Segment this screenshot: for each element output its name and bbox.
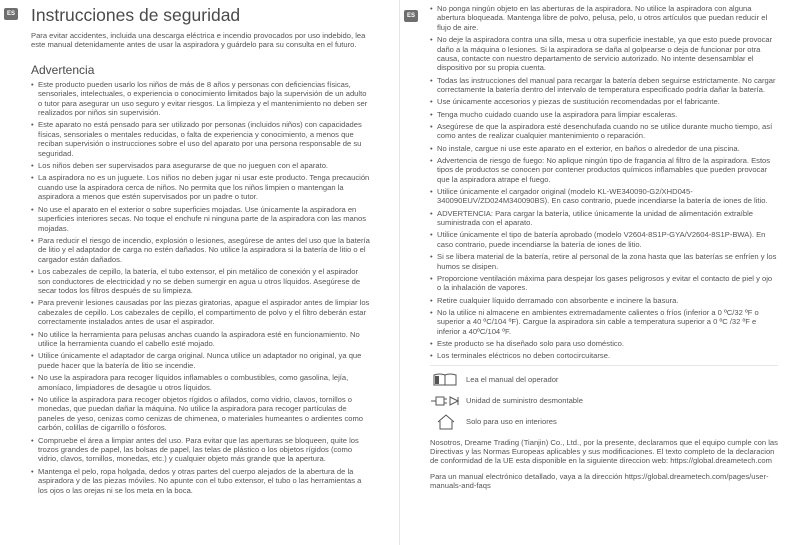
- left-page: [31, 0, 371, 498]
- symbol-row: [430, 414, 778, 430]
- warning-item: • Este producto se ha diseñado solo para uso doméstico.: [430, 339, 778, 348]
- warning-item: • Para prevenir lesiones causadas por las piezas giratorias, apague el aspirador antes de limpiar los cabezales de cepillo. Los cabezales de cepillo, el compartimento de polvo y el filtro deberán estar correctamente instalados antes de usar el aspirador.: [31, 298, 371, 326]
- warning-item: • Los terminales eléctricos no deben cortocircuitarse.: [430, 351, 778, 360]
- warning-item: • No utilice la aspiradora para recoger objetos rígidos o afilados, como vidrio, clavos, tornillos o monedas, que puedan dañar la máquina. No utilice la aspiradora para recoger partículas de paneles de yeso, cenizas como cenizas de chimenea, o materiales humeantes o ardientes como carbón, colillas de cigarrillo o fósforos.: [31, 395, 371, 433]
- detachable-power-supply-icon: [430, 393, 462, 409]
- warning-item: • Si se libera material de la batería, retire al personal de la zona hasta que las baterías se enfríen y los humos se disipen.: [430, 252, 778, 271]
- warning-item: • No ponga ningún objeto en las aberturas de la aspiradora. No utilice la aspiradora con alguna abertura bloqueada. Mantenga libre de polvo, pelusa, pelo, u otros artículos que puedan reducir el flujo de aire.: [430, 4, 778, 32]
- manual-link-note: Para un manual electrónico detallado, vaya a la dirección https://global.dreametech.com/pages/user-manuals-and-faqs: [430, 471, 769, 491]
- warning-item: • Tenga mucho cuidado cuando use la aspiradora para limpiar escaleras.: [430, 110, 778, 119]
- warning-item: • Proporcione ventilación máxima para despejar los gases peligrosos y evitar el contacto de piel y ojo o la inhalación de vapores.: [430, 274, 778, 293]
- symbol-label: Lea el manual del operador: [466, 375, 559, 385]
- warning-item: • Utilice únicamente el cargador original (modelo KL-WE340090-G2/XHD045-340090EUV/ZD024M340090BS). En caso contrario, puede incendiarse la batería de iones de litio.: [430, 187, 778, 206]
- symbols-legend: [430, 372, 778, 430]
- warning-item: • No use la aspiradora para recoger líquidos inflamables o combustibles, como gasolina, lejía, amoníaco, limpiadores de desagüe u otros líquidos.: [31, 373, 371, 392]
- language-badge-right: ES: [404, 10, 418, 22]
- right-page: [430, 4, 778, 491]
- page-divider: [399, 0, 400, 545]
- warning-item: • Compruebe el área a limpiar antes del uso. Para evitar que las aperturas se bloqueen, quite los trozos grandes de papel, las bolsas de papel, las telas de plástico o los objetos rígidos (como vidrio, clavos, tornillos, monedas, etc.) y cualquier objeto más grande que la apertura.: [31, 436, 371, 464]
- warning-item: • Los cabezales de cepillo, la batería, el tubo extensor, el pin metálico de conexión y el aspirador son conductores de electricidad y no se deben sumergir en agua u otros líquidos. Asegúrese de secar todos los filtros después de su limpieza.: [31, 267, 371, 295]
- warning-item: • Advertencia de riesgo de fuego: No aplique ningún tipo de fragancia al filtro de la aspiradora. Estos tipos de productos se conocen por contener productos químicos inflamables que pueden provocar que la aspiradora atrape el fuego.: [430, 156, 778, 184]
- symbol-row: [430, 372, 778, 388]
- section-separator: [430, 365, 778, 366]
- warning-item: • La aspiradora no es un juguete. Los niños no deben jugar ni usar este producto. Tenga precaución cuando use la aspiradora cerca de niños. No permita que los niños limpien o mantengan la aspiradora a menos que estén supervisados por un padre o tutor.: [31, 173, 371, 201]
- intro-paragraph: Para evitar accidentes, incluida una descarga eléctrica e incendio provocados por uso indebido, lea este manual detenidamente antes de usar la aspiradora y guárdelo para su consulta en el futuro.: [31, 31, 366, 50]
- conformity-declaration: Nosotros, Dreame Trading (Tianjin) Co., Ltd., por la presente, declaramos que el equipo cumple con las Directivas y las Normas Europeas aplicables y sus modificaciones. El texto completo de la declaracion de conformidad de la UE esta disponible en la siguiente direccion web: https://global.dreametech.com: [430, 437, 778, 466]
- warning-item: • ADVERTENCIA: Para cargar la batería, utilice únicamente la unidad de alimentación extraíble suministrada con el aparato.: [430, 209, 778, 228]
- warning-item: • Retire cualquier líquido derramado con absorbente e incinere la basura.: [430, 296, 778, 305]
- symbol-label: Unidad de suministro desmontable: [466, 396, 583, 406]
- warning-item: • No la utilice ni almacene en ambientes extremadamente calientes o fríos (inferior a 0 ºC/32 ºF o superior a 40 ºC/104 ºF). Cargue la aspiradora sin cable a temperatura superior a 0 ºC /32 ºF e inferior a 40ºC/104 ºF.: [430, 308, 778, 336]
- warning-item: • No use el aparato en el exterior o sobre superficies mojadas. Use únicamente la aspiradora en superficies interiores secas. No toque el enchufe ni ninguna parte de la aspiradora con las manos mojadas.: [31, 205, 371, 233]
- symbol-label: Solo para uso en interiores: [466, 417, 557, 427]
- warning-item: • No deje la aspiradora contra una silla, mesa u otra superficie inestable, ya que esto puede provocar daño a la máquina o lesiones. Si la aspiradora se daña al golpearse o deja de funcionar por otra causa, contacte con nuestro departamento de servicio autorizado. No intente desensamblar el dispositivo por su propia cuenta.: [430, 35, 778, 73]
- page-title: Instrucciones de seguridad: [31, 5, 241, 25]
- warning-item: • Utilice únicamente el adaptador de carga original. Nunca utilice un adaptador no original, ya que puede hacer que la batería de litio se incendie.: [31, 351, 371, 370]
- warning-item: • Mantenga el pelo, ropa holgada, dedos y otras partes del cuerpo alejados de la abertura de la aspiradora y de las piezas móviles. No apunte con el tubo extensor, el tubo o las herramientas a los ojos o las orejas ni se los meta en la boca.: [31, 467, 371, 495]
- warning-list-continued: [430, 4, 778, 361]
- warning-item: • No utilice la herramienta para pelusas anchas cuando la aspiradora esté en funcionamiento. No utilice la herramienta cuando el cabello esté mojado.: [31, 330, 371, 349]
- warning-item: • Use únicamente accesorios y piezas de sustitución recomendadas por el fabricante.: [430, 97, 778, 106]
- open-book-icon: [430, 372, 462, 388]
- warning-item: • Este producto pueden usarlo los niños de más de 8 años y personas con deficiencias físicas, sensoriales, intelectuales, o experiencia o conocimiento limitados bajo la supervisión de un adulto o tutor para asegurar un uso seguro y evitar riesgos. La limpieza y el mantenimiento no deben ser realizados por niños sin supervisión.: [31, 80, 371, 118]
- warning-list: [31, 80, 371, 495]
- warning-item: • Para reducir el riesgo de incendio, explosión o lesiones, asegúrese de antes del uso que la batería de litio y el adaptador de carga no estén dañados. No utilice la aspiradora si la batería de litio o el cargador están dañados.: [31, 236, 371, 264]
- house-icon: [430, 414, 462, 430]
- language-badge-left: ES: [4, 8, 18, 20]
- warning-item: • No instale, cargue ni use este aparato en el exterior, en baños o alrededor de una piscina.: [430, 144, 778, 153]
- warning-item: • Utilice únicamente el tipo de batería aprobado (modelo V2604-8S1P-GYA/V2604-8S1P-BWA). En caso contrario, puede incendiarse la batería de iones de litio.: [430, 230, 778, 249]
- warning-item: • Asegúrese de que la aspiradora esté desenchufada cuando no se utilice durante mucho tiempo, así como antes de realizar cualquier mantenimiento o reparación.: [430, 122, 778, 141]
- warning-item: • Los niños deben ser supervisados para asegurarse de que no jueguen con el aparato.: [31, 161, 371, 170]
- section-title-warning: Advertencia: [31, 62, 95, 77]
- symbol-row: [430, 393, 778, 409]
- warning-item: • Este aparato no está pensado para ser utilizado por personas (incluidos niños) con capacidades físicas, sensoriales o mentales reducidas, o falta de experiencia y conocimiento, a menos que reciban supervisión o instrucciones sobre el uso del aparato por una persona responsable de su seguridad.: [31, 120, 371, 158]
- warning-item: • Todas las instrucciones del manual para recargar la batería deben seguirse estrictamente. No cargar correctamente la batería dentro del intervalo de temperatura especificado podría dañar la batería.: [430, 76, 778, 95]
